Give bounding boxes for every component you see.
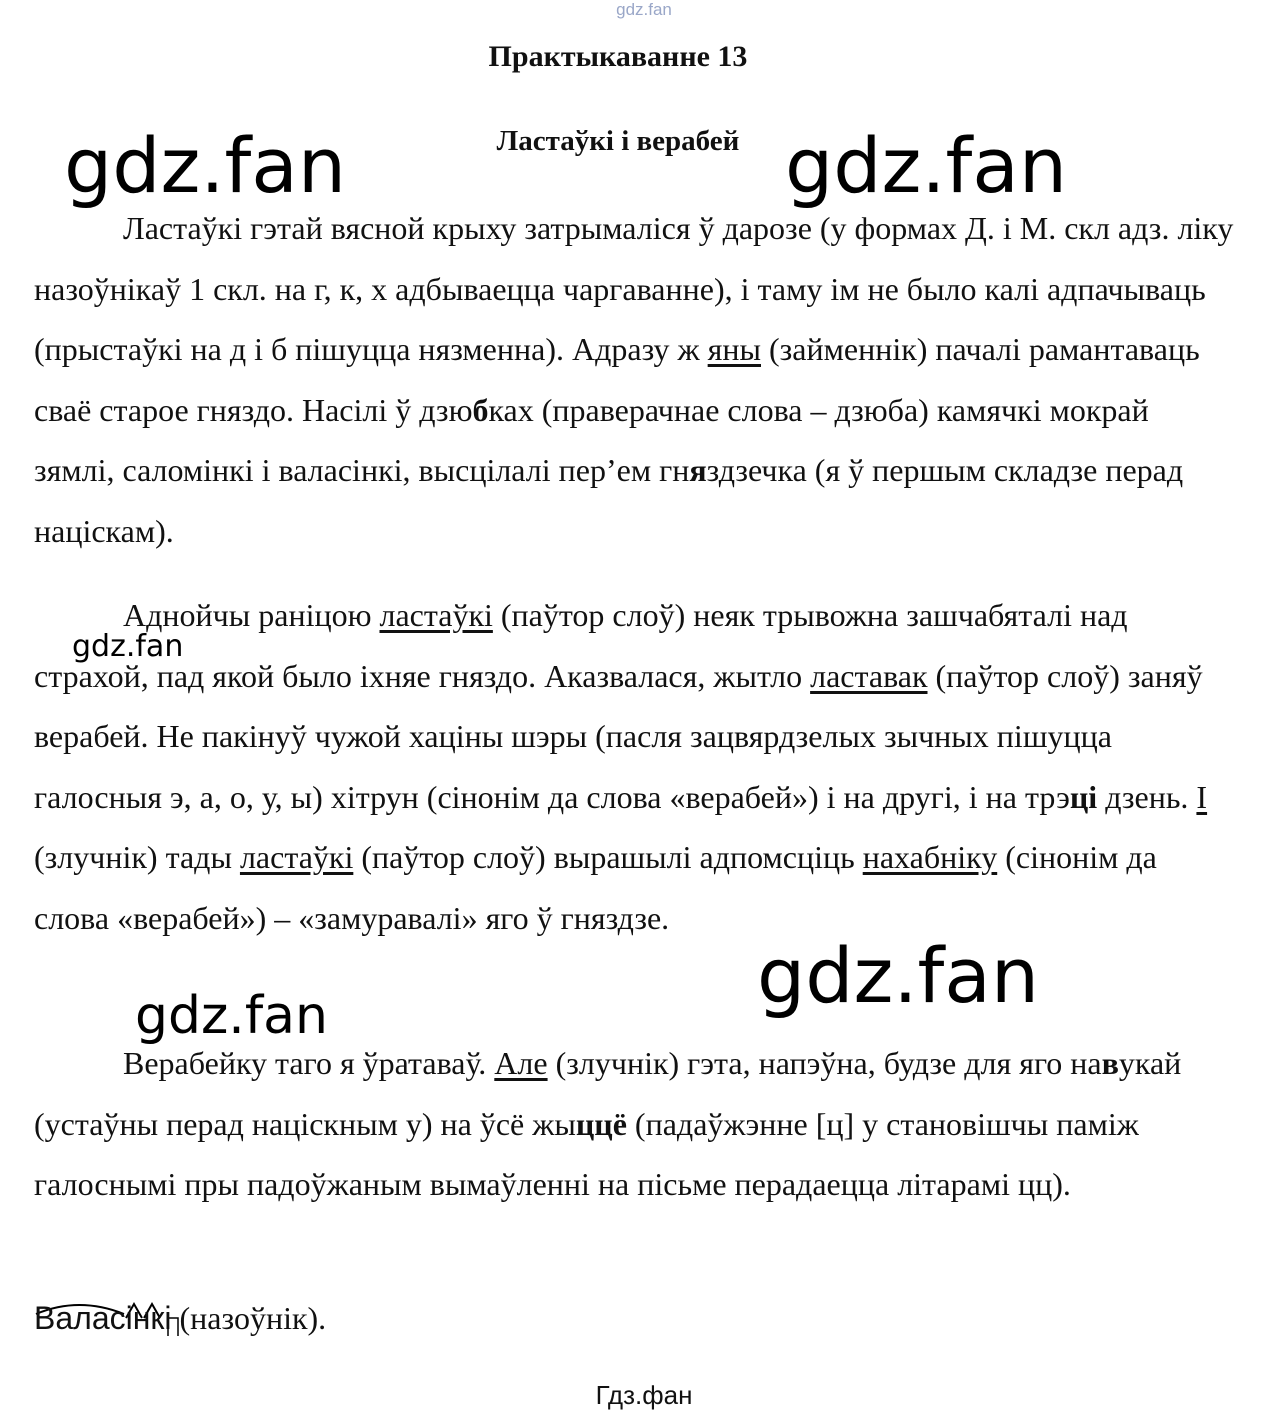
bold-letter: в [1101,1045,1119,1081]
top-watermark: gdz.fan [616,0,672,19]
watermark: gdz.fan [757,931,1040,1020]
text-title: Ластаўкі і верабей [496,125,740,157]
watermark: gdz.fan [135,986,328,1046]
underlined-word: ластавак [810,657,928,694]
underlined-word: Але [494,1045,548,1081]
bold-letter: я [689,452,707,488]
underlined-word: І [1196,778,1208,815]
underlined-word: яны [707,331,761,367]
watermark: gdz.fan [72,629,184,664]
underlined-word: ластаўкі [379,597,493,633]
bold-letter: ццё [575,1105,627,1142]
underlined-word: ластаўкі [239,839,354,875]
bold-letter: ці [1069,778,1098,815]
bottom-watermark: Гдз.фан [595,1380,693,1410]
paragraph-1: Ластаўкі гэтай вясной крыху затрымаліся ў дарозе (у формах Д. і М. скл адз. ліку назоўнікаў 1 скл. на г, к, х адбываецца чаргаванне), і таму ім не было калі адпачываць (прыстаўкі на д і б пішуцца нязменна). Адразу ж яны (займеннік) пачалі рамантаваць сваё старое гняздо. Насілі ў дзюбках (праверачнае слова – дзюба) камячкі мокрай зямлі, саломінкі і валасінкі, высцілалі пер’ем гняздзечка (я ў першым складзе перад націскам). [34,210,1234,549]
paragraph-2: Аднойчы раніцою ластаўкі (паўтор слоў) неяк трывожна зашчабяталі над страхой, пад якой было іхняе гняздо. Аказвалася, жытло ластавак (паўтор слоў) заняў верабей. Не пакінуў чужой хаціны шэры (пасля зацвярдзелых зычных пішуцца галосныя э, а, о, у, ы) хітрун (сінонім да слова «верабей») і на другі, і на трэці дзень. І (злучнік) тады ластаўкі (паўтор слоў) вырашылі адпомсціць нахабніку (сінонім да слова «верабей») – «замуравалі» яго ў гняздзе. [34,597,1208,936]
underlined-word: нахабніку [862,839,998,875]
watermark: gdz.fan [785,121,1068,210]
bold-letter: б [472,391,489,428]
page-title: Практыкаванне 13 [488,40,748,73]
paragraph-3: Верабейку таго я ўратаваў. Але (злучнік) гэта, напэўна, будзе для яго навукай (устаўны перад націскным у) на ўсё жыццё (падаўжэнне [ц] у становішчы паміж галоснымі пры падоўжаным вымаўленні на пісьме перадаецца літарамі цц). [34,1045,1182,1202]
watermark: gdz.fan [64,121,347,210]
morpheme-analysis: Валасінкі (назоўнік). [34,1300,327,1336]
